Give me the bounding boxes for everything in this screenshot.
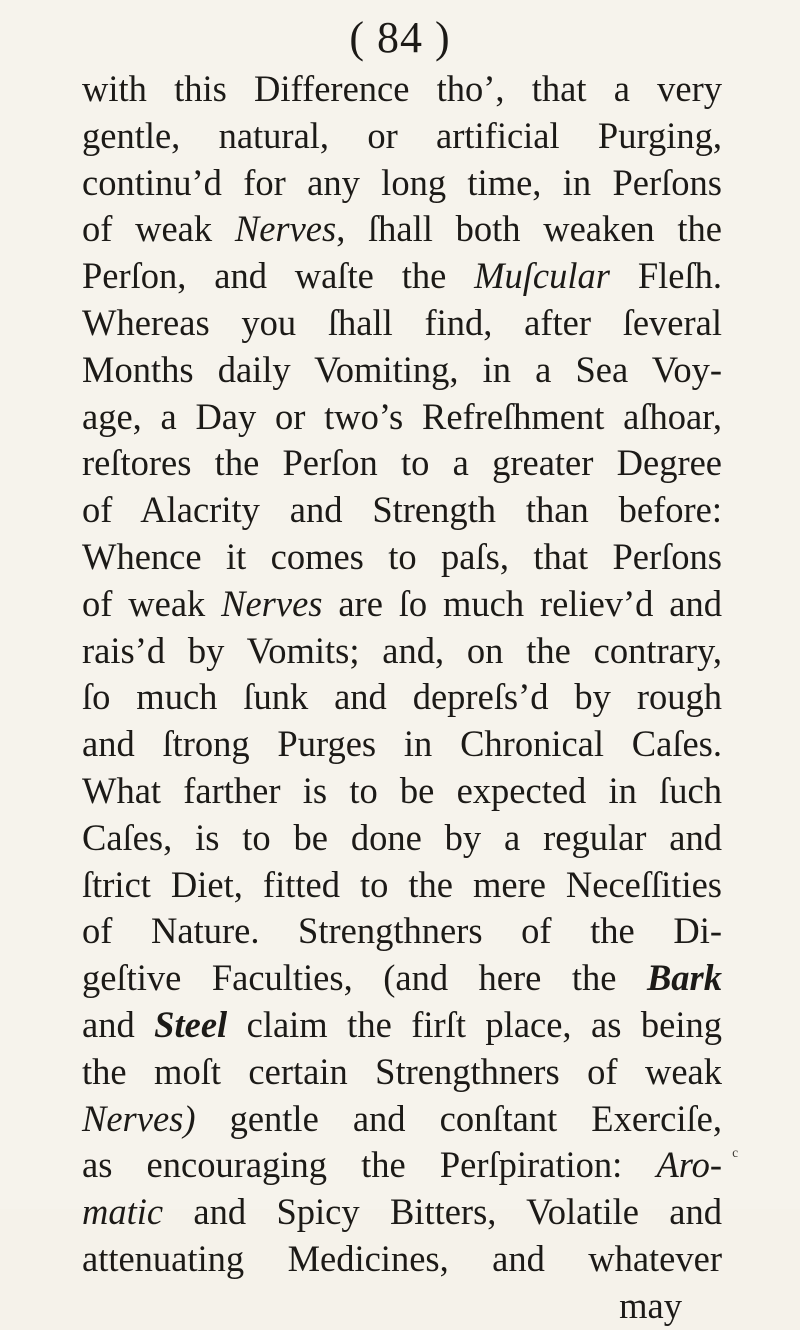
text-segment: Caſes, is to be done by a regular and bbox=[82, 816, 722, 858]
emphasized-text: Nerves bbox=[234, 208, 337, 250]
text-segment: of weak bbox=[82, 208, 235, 250]
text-segment: Whence it comes to paſs, that Perſons bbox=[82, 535, 722, 577]
text-line bbox=[82, 1189, 722, 1236]
body-text bbox=[82, 66, 722, 1330]
text-segment: , ſhall both weaken the bbox=[336, 208, 722, 250]
emphasized-text: matic bbox=[82, 1191, 164, 1233]
text-line bbox=[82, 113, 722, 160]
text-segment: Fleſh. bbox=[609, 255, 722, 297]
text-line bbox=[82, 66, 722, 113]
text-segment: and Spicy Bitters, Volatile and bbox=[163, 1191, 722, 1233]
text-segment: rais’d by Vomits; and, on the contrary, bbox=[82, 629, 722, 671]
text-segment: What farther is to be expected in ſuch bbox=[82, 769, 722, 811]
text-line bbox=[82, 1096, 722, 1143]
text-line bbox=[82, 955, 722, 1002]
text-segment: are ſo much reliev’d and bbox=[322, 582, 722, 624]
emphasized-text: Aro- bbox=[656, 1144, 722, 1186]
text-segment: the moſt certain Strengthners of weak bbox=[82, 1050, 722, 1092]
emphasized-text: Bark bbox=[646, 957, 722, 999]
text-line bbox=[82, 1142, 722, 1189]
text-segment: with this Difference tho’, that a very bbox=[82, 68, 722, 109]
page-number: ( 84 ) bbox=[349, 13, 451, 62]
text-line bbox=[82, 394, 722, 441]
text-segment: gentle, natural, or artificial Purging, bbox=[82, 114, 722, 156]
text-line bbox=[82, 487, 722, 534]
text-line bbox=[82, 347, 722, 394]
text-line bbox=[82, 206, 722, 253]
text-segment: and bbox=[82, 1003, 155, 1045]
text-line bbox=[82, 862, 722, 909]
text-line bbox=[82, 1002, 722, 1049]
text-line bbox=[82, 440, 722, 487]
emphasized-text: Nerves) bbox=[82, 1097, 196, 1139]
text-segment: Months daily Vomiting, in a Sea Voy- bbox=[82, 348, 722, 390]
text-line bbox=[82, 674, 722, 721]
text-segment: claim the firſt place, as being bbox=[227, 1003, 722, 1045]
text-segment: may bbox=[619, 1284, 682, 1326]
text-segment: reſtores the Perſon to a greater Degree bbox=[82, 442, 722, 484]
text-segment: attenuating Medicines, and whatever bbox=[82, 1237, 722, 1279]
emphasized-text: Nerves bbox=[221, 582, 323, 624]
text-line bbox=[82, 1283, 722, 1330]
text-segment: Perſon, and waſte the bbox=[82, 255, 475, 297]
text-line bbox=[82, 721, 722, 768]
text-line bbox=[82, 534, 722, 581]
text-segment: of Nature. Strengthners of the Di- bbox=[82, 910, 722, 952]
text-segment: gentle and conſtant Exerciſe, bbox=[195, 1097, 722, 1139]
text-segment: ſtrict Diet, fitted to the mere Neceſſities bbox=[82, 863, 722, 905]
text-line bbox=[82, 160, 722, 207]
text-segment: of Alacrity and Strength than before: bbox=[82, 489, 722, 531]
emphasized-text: Steel bbox=[154, 1003, 228, 1045]
text-line bbox=[82, 1236, 722, 1283]
text-segment: and ſtrong Purges in Chronical Caſes. bbox=[82, 723, 722, 765]
text-segment: geſtive Faculties, (and here the bbox=[82, 957, 647, 999]
text-segment: Whereas you ſhall find, after ſeveral bbox=[82, 301, 722, 343]
text-segment: age, a Day or two’s Refreſhment aſhoar, bbox=[82, 395, 722, 437]
text-segment: ſo much ſunk and depreſs’d by rough bbox=[82, 676, 722, 718]
text-segment: as encouraging the Perſpiration: bbox=[82, 1144, 657, 1186]
text-segment: continu’d for any long time, in Perſons bbox=[82, 161, 722, 203]
text-line bbox=[82, 1049, 722, 1096]
text-segment: of weak bbox=[82, 582, 222, 624]
text-line bbox=[82, 768, 722, 815]
corner-mark: ᶜ bbox=[732, 1143, 738, 1168]
text-line bbox=[82, 815, 722, 862]
text-line bbox=[82, 300, 722, 347]
text-line bbox=[82, 908, 722, 955]
text-line bbox=[82, 628, 722, 675]
text-line bbox=[82, 581, 722, 628]
emphasized-text: Muſcular bbox=[474, 255, 610, 297]
text-line bbox=[82, 253, 722, 300]
